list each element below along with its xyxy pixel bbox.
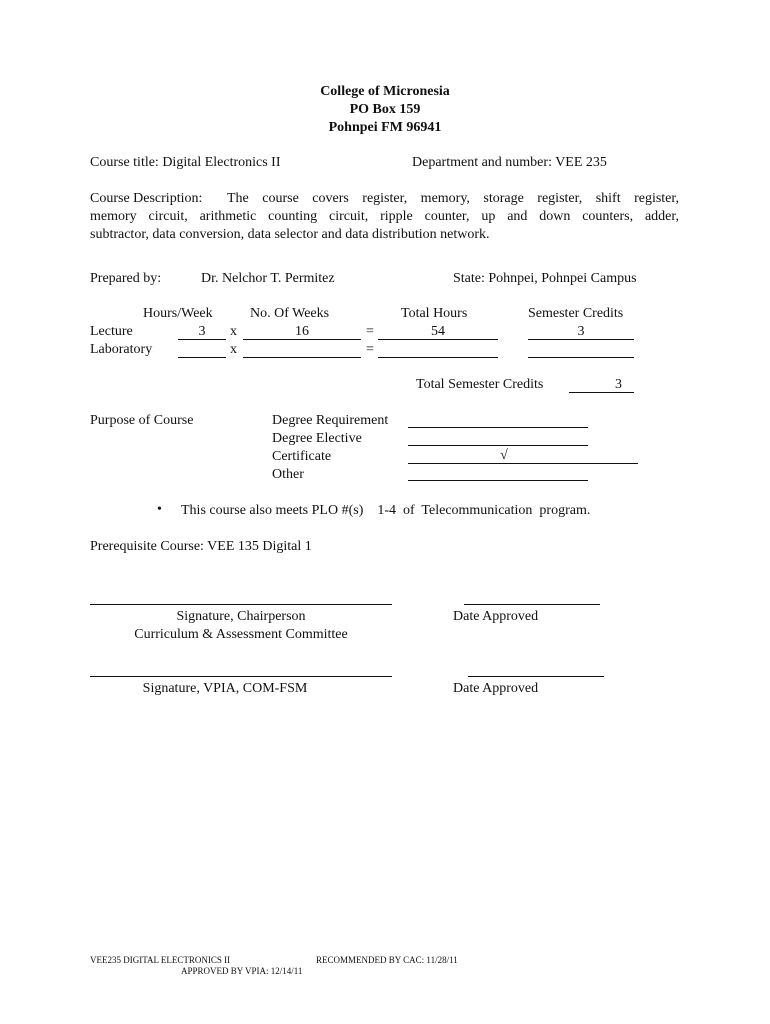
total-credits-label: Total Semester Credits — [416, 377, 544, 392]
lecture-credits-value: 3 — [577, 324, 585, 339]
college-address: Pohnpei FM 96941 — [328, 120, 442, 135]
college-name: College of Micronesia — [320, 84, 450, 99]
date-approved-1-label: Date Approved — [453, 609, 539, 624]
lecture-weeks-field — [243, 325, 361, 340]
state-campus: State: Pohnpei, Pohnpei Campus — [453, 271, 637, 286]
header-hours-week: Hours/Week — [143, 306, 213, 321]
signature-vpia-label: Signature, VPIA, COM-FSM — [142, 681, 308, 696]
committee-label: Curriculum & Assessment Committee — [134, 627, 348, 642]
degree-requirement-line — [408, 427, 588, 428]
purpose-certificate: Certificate — [272, 449, 332, 464]
lab-weeks-field — [243, 343, 361, 358]
signature-vpia-line — [90, 676, 392, 677]
lab-total-field — [378, 343, 498, 358]
course-title: Course title: Digital Electronics II — [90, 155, 281, 170]
lecture-x: x — [230, 324, 237, 339]
degree-elective-line — [408, 445, 588, 446]
lecture-weeks-value: 16 — [295, 324, 309, 339]
lecture-hours-field — [178, 325, 226, 340]
signature-chairperson-line — [90, 604, 392, 605]
plo-bullet: • — [157, 502, 162, 517]
lecture-total-field — [378, 325, 498, 340]
plo-text: This course also meets PLO #(s) 1-4 of Telecommunication program. — [181, 503, 591, 518]
date-approved-1-line — [464, 604, 600, 605]
laboratory-label: Laboratory — [90, 342, 153, 357]
description-line-3: subtractor, data conversion, data selector and data distribution network. — [90, 227, 490, 242]
signature-chairperson-label: Signature, Chairperson — [176, 609, 306, 624]
lecture-label: Lecture — [90, 324, 133, 339]
description-line-1: The course covers register, memory, storage register, shift register, — [227, 191, 679, 206]
total-credits-value: 3 — [615, 377, 622, 392]
prerequisite-course: Prerequisite Course: VEE 135 Digital 1 — [90, 539, 312, 554]
footer-course: VEE235 DIGITAL ELECTRONICS II — [90, 955, 231, 965]
date-approved-2-label: Date Approved — [453, 681, 539, 696]
lecture-eq: = — [366, 324, 374, 339]
purpose-other: Other — [272, 467, 304, 482]
header-semester-credits: Semester Credits — [528, 306, 624, 321]
certificate-line — [408, 449, 638, 464]
lab-eq: = — [366, 342, 374, 357]
date-approved-2-line — [468, 676, 604, 677]
department-number: Department and number: VEE 235 — [412, 155, 607, 170]
purpose-label: Purpose of Course — [90, 413, 194, 428]
lab-x: x — [230, 342, 237, 357]
purpose-degree-requirement: Degree Requirement — [272, 413, 389, 428]
lecture-total-value: 54 — [431, 324, 445, 339]
total-credits-field — [569, 378, 634, 393]
description-label: Course Description: — [90, 191, 203, 206]
lecture-hours-value: 3 — [198, 324, 206, 339]
lab-credits-field — [528, 343, 634, 358]
lab-hours-field — [178, 343, 226, 358]
description-line-2: memory circuit, arithmetic counting circuit, ripple counter, up and down counters, adder, — [90, 209, 679, 224]
header-weeks: No. Of Weeks — [250, 306, 330, 321]
other-line — [408, 480, 588, 481]
footer-recommended: RECOMMENDED BY CAC: 11/28/11 — [316, 955, 458, 965]
certificate-check-mark: √ — [500, 448, 508, 463]
prepared-by-label: Prepared by: — [90, 271, 162, 286]
prepared-by-name: Dr. Nelchor T. Permitez — [201, 271, 335, 286]
purpose-degree-elective: Degree Elective — [272, 431, 362, 446]
college-po-box: PO Box 159 — [349, 102, 421, 117]
header-total-hours: Total Hours — [401, 306, 468, 321]
footer-approved: APPROVED BY VPIA: 12/14/11 — [181, 966, 303, 976]
lecture-credits-field — [528, 325, 634, 340]
